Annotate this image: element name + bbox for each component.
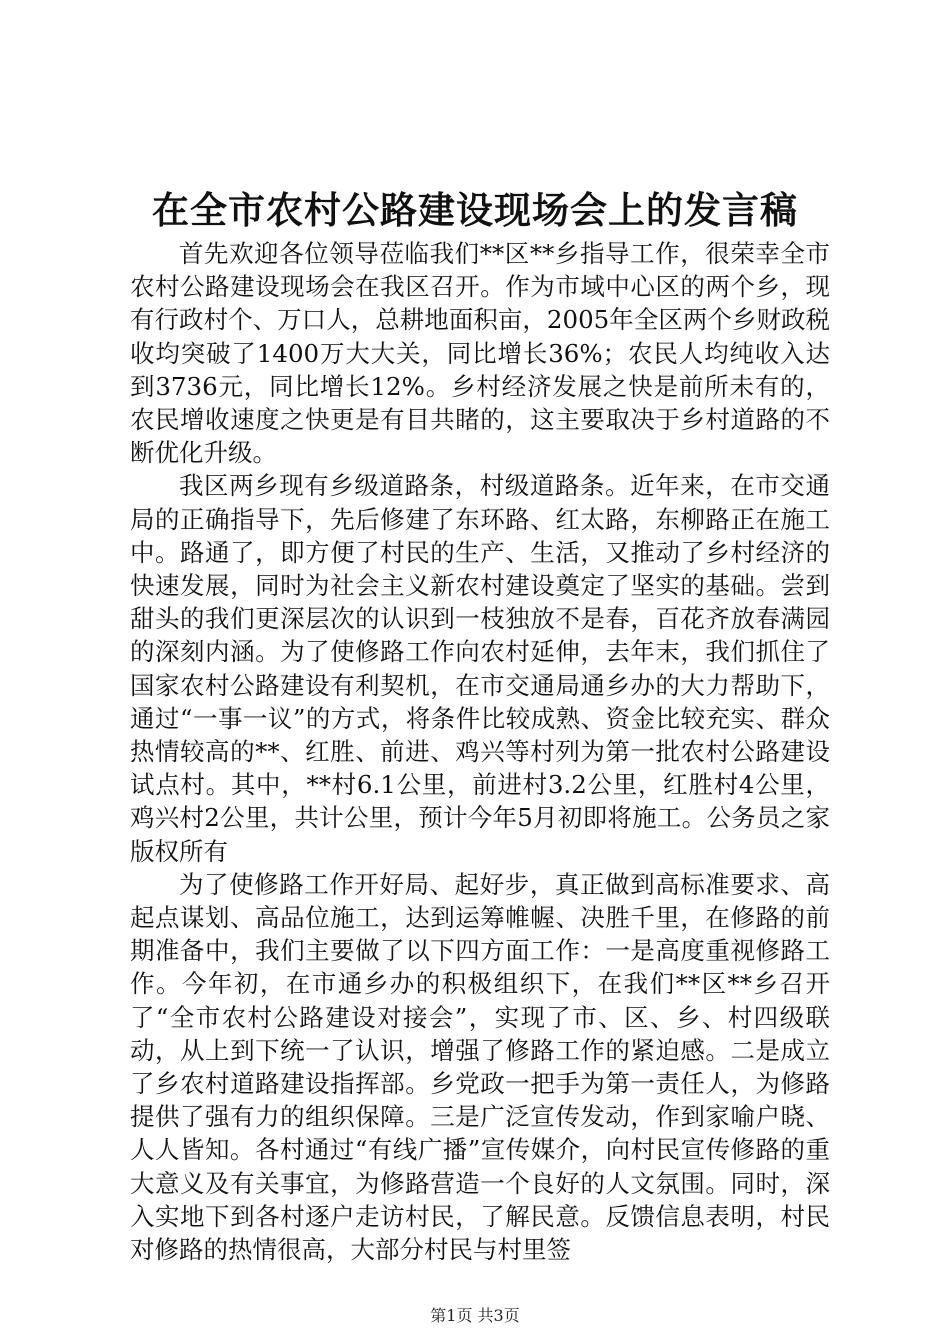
document-title: 在全市农村公路建设现场会上的发言稿: [152, 188, 798, 232]
document-body: [130, 237, 830, 1266]
paragraph-2: 我区两乡现有乡级道路条，村级道路条。近年来，在市交通局的正确指导下，先后修建了东环路、红太路，东柳路正在施工中。路通了，即方便了村民的生产、生活，又推动了乡村经济的快速发展，同时为社会主义新农村建设奠定了坚实的基础。尝到甜头的我们更深层次的认识到一枝独放不是春，百花齐放春满园的深刻内涵。为了使修路工作向农村延伸，去年末，我们抓住了国家农村公路建设有利契机，在市交通局通乡办的大力帮助下，通过“一事一议”的方式，将条件比较成熟、资金比较充实、群众热情较高的**、红胜、前进、鸡兴等村列为第一批农村公路建设试点村。其中，**村6.1公里，前进村3.2公里，红胜村4公里，鸡兴村2公里，共计公里，预计今年5月初即将施工。公务员之家版权所有: [130, 471, 830, 866]
page-indicator: 第1页 共3页: [430, 1306, 520, 1325]
paragraph-3: 为了使修路工作开好局、起好步，真正做到高标准要求、高起点谋划、高品位施工，达到运筹帷幄、决胜千里，在修路的前期准备中，我们主要做了以下四方面工作：一是高度重视修路工作。今年初，在市通乡办的积极组织下，在我们**区**乡召开了“全市农村公路建设对接会”，实现了市、区、乡、村四级联动，从上到下统一了认识，增强了修路工作的紧迫感。二是成立了乡农村道路建设指挥部。乡党政一把手为第一责任人，为修路提供了强有力的组织保障。三是广泛宣传发动，作到家喻户晓、人人皆知。各村通过“有线广播”宣传媒介，向村民宣传修路的重大意义及有关事宜，为修路营造一个良好的人文氛围。同时，深入实地下到各村逐户走访村民，了解民意。反馈信息表明，村民对修路的热情很高，大部分村民与村里签: [130, 869, 830, 1265]
paragraph-1: 首先欢迎各位领导莅临我们**区**乡指导工作，很荣幸全市农村公路建设现场会在我区召开。作为市域中心区的两个乡，现有行政村个、万口人，总耕地面积亩，2005年全区两个乡财政税收均突破了1400万大大关，同比增长36%；农民人均纯收入达到3736元，同比增长12%。乡村经济发展之快是前所未有的，农民增收速度之快更是有目共睹的，这主要取决于乡村道路的不断优化升级。: [130, 239, 830, 468]
page-footer: [0, 1305, 950, 1327]
